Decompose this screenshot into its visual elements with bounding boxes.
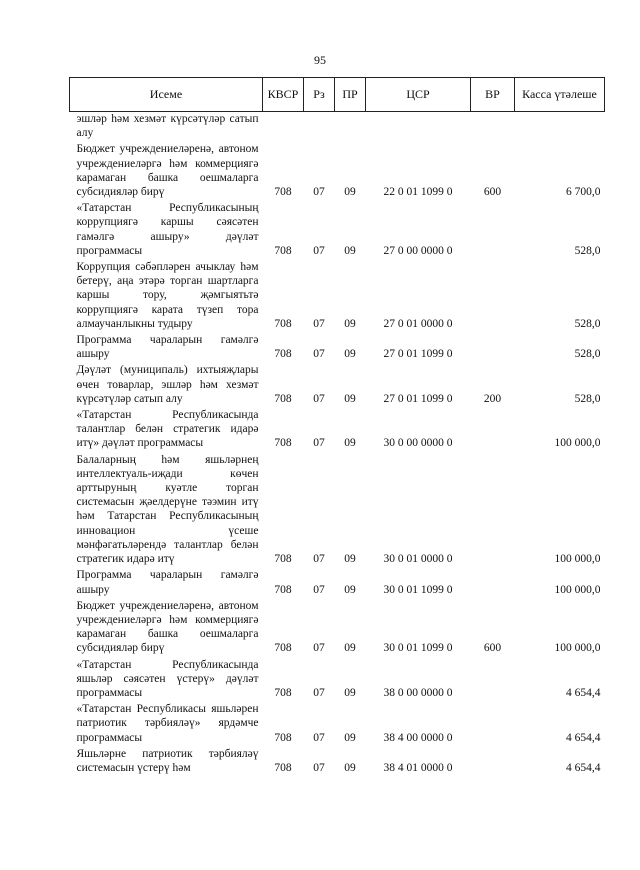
row-kvsr: 708 bbox=[274, 348, 292, 361]
row-kassa: 100 000,0 bbox=[554, 642, 601, 655]
row-name: Бюджет учреждениеләренә, автоном учреждениеләргә һәм коммерциягә карамаган башка оешмаларга субсидияләр бирү bbox=[76, 599, 259, 655]
row-rz: 07 bbox=[313, 392, 325, 405]
row-kvsr: 708 bbox=[274, 317, 292, 330]
row-rz bbox=[304, 112, 335, 143]
page-number: 95 bbox=[314, 53, 326, 67]
row-csr: 22 0 01 1099 0 bbox=[383, 186, 453, 199]
row-kassa: 528,0 bbox=[574, 392, 601, 405]
row-kassa: 528,0 bbox=[574, 317, 601, 330]
row-kassa: 528,0 bbox=[574, 348, 601, 361]
row-rz: 07 bbox=[313, 642, 325, 655]
row-vr bbox=[471, 201, 515, 260]
table-row bbox=[70, 568, 605, 598]
row-kassa: 4 654,4 bbox=[566, 686, 601, 699]
row-kassa: 528,0 bbox=[574, 244, 601, 257]
row-vr bbox=[471, 408, 515, 453]
row-vr bbox=[471, 260, 515, 333]
header-kassa: Касса үтәлеше bbox=[515, 78, 605, 112]
row-kvsr: 708 bbox=[274, 642, 292, 655]
row-kassa: 100 000,0 bbox=[554, 583, 601, 596]
row-rz: 07 bbox=[313, 553, 325, 566]
row-pr: 09 bbox=[344, 731, 356, 744]
row-kvsr: 708 bbox=[274, 583, 292, 596]
row-rz: 07 bbox=[313, 244, 325, 257]
row-pr: 09 bbox=[344, 583, 356, 596]
table-row bbox=[70, 260, 605, 333]
row-csr: 30 0 01 0000 0 bbox=[383, 553, 453, 566]
table-row bbox=[70, 408, 605, 453]
row-name: «Татарстан Республикасында талантлар белән стратегик идарә итү» дәүләт программасы bbox=[76, 409, 259, 450]
table-row bbox=[70, 599, 605, 658]
row-pr: 09 bbox=[344, 244, 356, 257]
row-rz: 07 bbox=[313, 186, 325, 199]
row-kassa: 6 700,0 bbox=[566, 186, 601, 199]
table-row bbox=[70, 112, 605, 143]
table-row bbox=[70, 142, 605, 201]
row-rz: 07 bbox=[313, 686, 325, 699]
header-pr: ПР bbox=[335, 78, 366, 112]
row-vr bbox=[471, 568, 515, 598]
table-row bbox=[70, 363, 605, 408]
row-csr: 27 0 01 0000 0 bbox=[383, 317, 453, 330]
row-kassa bbox=[515, 112, 605, 143]
row-pr: 09 bbox=[344, 348, 356, 361]
table-header bbox=[70, 78, 605, 112]
header-rz: Рз bbox=[304, 78, 335, 112]
table-row bbox=[70, 702, 605, 747]
row-csr: 38 4 00 0000 0 bbox=[383, 731, 453, 744]
row-kvsr: 708 bbox=[274, 686, 292, 699]
row-vr bbox=[471, 453, 515, 569]
row-vr bbox=[471, 702, 515, 747]
row-csr: 38 4 01 0000 0 bbox=[383, 761, 453, 774]
row-pr: 09 bbox=[344, 392, 356, 405]
table-row bbox=[70, 453, 605, 569]
row-rz: 07 bbox=[313, 761, 325, 774]
row-kvsr: 708 bbox=[274, 437, 292, 450]
row-name: Балаларның һәм яшьләрнең интеллектуаль-иҗади көчен арттыруның куәтле торган системасын җәелдерүне тәэмин итү һәм Татарстан Республикасының инновацион үсеше мәнфәгатьләрендә талантлар белән стратегик идарә итү bbox=[76, 453, 259, 566]
header-kvsr: КВСР bbox=[263, 78, 304, 112]
row-kassa: 100 000,0 bbox=[554, 437, 601, 450]
row-name: «Татарстан Республикасы яшьләрен патриотик тәрбияләү» ярдәмче программасы bbox=[76, 703, 259, 744]
table-row bbox=[70, 201, 605, 260]
row-pr: 09 bbox=[344, 642, 356, 655]
row-pr: 09 bbox=[344, 686, 356, 699]
row-name: Бюджет учреждениеләренә, автоном учреждениеләргә һәм коммерциягә карамаган башка оешмаларга субсидияләр бирү bbox=[76, 143, 259, 199]
row-csr: 30 0 01 1099 0 bbox=[383, 583, 453, 596]
row-pr: 09 bbox=[344, 553, 356, 566]
row-vr bbox=[471, 333, 515, 363]
row-rz: 07 bbox=[313, 317, 325, 330]
row-vr bbox=[471, 658, 515, 703]
row-kvsr: 708 bbox=[274, 761, 292, 774]
row-csr: 30 0 00 0000 0 bbox=[383, 437, 453, 450]
row-pr: 09 bbox=[344, 186, 356, 199]
budget-table bbox=[69, 77, 605, 777]
row-csr: 30 0 01 1099 0 bbox=[383, 642, 453, 655]
row-kassa: 4 654,4 bbox=[566, 731, 601, 744]
row-pr: 09 bbox=[344, 317, 356, 330]
row-name: эшләр һәм хезмәт күрсәтүләр сатып алу bbox=[76, 113, 259, 140]
row-csr: 27 0 01 1099 0 bbox=[383, 392, 453, 405]
row-kvsr bbox=[263, 112, 304, 143]
table-row bbox=[70, 658, 605, 703]
row-csr: 27 0 00 0000 0 bbox=[383, 244, 453, 257]
row-kvsr: 708 bbox=[274, 186, 292, 199]
row-rz: 07 bbox=[313, 731, 325, 744]
row-vr bbox=[471, 112, 515, 143]
row-csr bbox=[366, 112, 471, 143]
row-kassa: 100 000,0 bbox=[554, 553, 601, 566]
row-name: Программа чараларын гамәлгә ашыру bbox=[76, 334, 259, 361]
table-row bbox=[70, 747, 605, 777]
table-body bbox=[70, 112, 605, 778]
row-name: Программа чараларын гамәлгә ашыру bbox=[76, 569, 259, 596]
row-kvsr: 708 bbox=[274, 244, 292, 257]
row-kvsr: 708 bbox=[274, 731, 292, 744]
row-name: Коррупция сәбәпләрен ачыклау һәм бетерү, аңа этәрә торган шартларга каршы тору, җәмгыятьтә коррупциягә карата түзеп тора алмаучанлыкны тудыру bbox=[76, 261, 259, 330]
row-rz: 07 bbox=[313, 437, 325, 450]
header-csr: ЦСР bbox=[366, 78, 471, 112]
row-rz: 07 bbox=[313, 583, 325, 596]
row-vr: 200 bbox=[483, 392, 502, 405]
row-kvsr: 708 bbox=[274, 392, 292, 405]
row-csr: 27 0 01 1099 0 bbox=[383, 348, 453, 361]
row-name: Яшьләрне патриотик тәрбияләү системасын үстерү һәм bbox=[76, 747, 259, 774]
header-vr: ВР bbox=[471, 78, 515, 112]
row-pr bbox=[335, 112, 366, 143]
row-name: «Татарстан Республикасында яшьләр сәясәтен үстерү» дәүләт программасы bbox=[76, 658, 259, 699]
row-vr bbox=[471, 747, 515, 777]
row-vr: 600 bbox=[483, 642, 502, 655]
row-kassa: 4 654,4 bbox=[566, 761, 601, 774]
row-kvsr: 708 bbox=[274, 553, 292, 566]
row-name: Дәүләт (муниципаль) ихтыяҗлары өчен товарлар, эшләр һәм хезмәт күрсәтүләр сатып алу bbox=[76, 364, 259, 405]
header-name: Исеме bbox=[70, 78, 263, 112]
row-pr: 09 bbox=[344, 761, 356, 774]
row-csr: 38 0 00 0000 0 bbox=[383, 686, 453, 699]
row-name: «Татарстан Республикасының коррупциягә каршы сәясәтен гамәлгә ашыру» дәүләт программасы bbox=[76, 202, 259, 257]
row-pr: 09 bbox=[344, 437, 356, 450]
table-row bbox=[70, 333, 605, 363]
row-rz: 07 bbox=[313, 348, 325, 361]
row-vr: 600 bbox=[483, 186, 502, 199]
